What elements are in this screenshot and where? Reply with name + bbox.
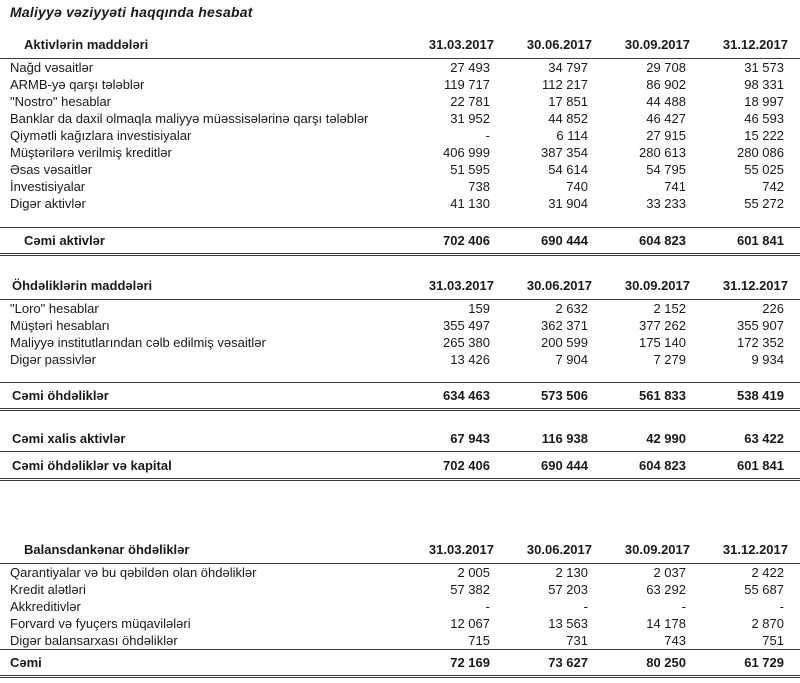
total-value: 42 990 bbox=[604, 425, 702, 452]
total-value: 604 823 bbox=[604, 227, 702, 254]
date-column-header: 30.09.2017 bbox=[604, 274, 702, 300]
total-value: 690 444 bbox=[506, 452, 604, 480]
total-value: 116 938 bbox=[506, 425, 604, 452]
assets-table bbox=[0, 33, 800, 256]
row-value: 22 781 bbox=[450, 94, 490, 109]
row-label: Digər passivlər bbox=[10, 351, 96, 367]
date-column-header: 30.06.2017 bbox=[506, 33, 604, 59]
row-value: 34 797 bbox=[548, 60, 588, 75]
row-label: Kredit alətləri bbox=[10, 582, 86, 597]
total-value: 73 627 bbox=[506, 650, 604, 677]
total-value: 538 419 bbox=[702, 383, 800, 410]
liabilities-and-capital-row bbox=[0, 452, 800, 480]
row-value: - bbox=[681, 599, 686, 614]
assets-header-row bbox=[0, 33, 800, 59]
net-assets-row bbox=[0, 425, 800, 452]
row-label: Qiymətli kağızlara investisiyalar bbox=[10, 128, 192, 143]
row-label: Qarantiyalar və bu qəbildən olan öhdəliklər bbox=[10, 565, 257, 580]
date-column-header: 31.03.2017 bbox=[408, 538, 506, 564]
row-value: 9 934 bbox=[751, 351, 784, 367]
row-value: - bbox=[485, 599, 490, 614]
row-value: 387 354 bbox=[541, 145, 588, 160]
table-row bbox=[0, 178, 800, 195]
offbalance-section-header: Balansdankənar öhdəliklər bbox=[0, 538, 408, 564]
assets-section-header: Aktivlərin maddələri bbox=[0, 33, 408, 59]
row-value: 98 331 bbox=[744, 77, 784, 92]
offbalance-total-row bbox=[0, 650, 800, 677]
total-value: 601 841 bbox=[702, 452, 800, 480]
table-row bbox=[0, 110, 800, 127]
row-value: 406 999 bbox=[443, 145, 490, 160]
date-column-header: 30.06.2017 bbox=[506, 274, 604, 300]
row-value: 44 488 bbox=[646, 94, 686, 109]
row-value: 112 217 bbox=[541, 77, 588, 92]
total-value: 63 422 bbox=[702, 425, 800, 452]
row-value: 27 493 bbox=[450, 60, 490, 75]
date-column-header: 31.03.2017 bbox=[408, 33, 506, 59]
total-value: 61 729 bbox=[702, 650, 800, 677]
total-value: 573 506 bbox=[506, 383, 604, 410]
row-value: 2 422 bbox=[751, 565, 784, 580]
date-column-header: 31.12.2017 bbox=[702, 538, 800, 564]
row-value: 751 bbox=[762, 633, 784, 648]
total-value: 601 841 bbox=[702, 227, 800, 254]
liabilities-total-row bbox=[0, 383, 800, 410]
row-label: Əsas vəsaitlər bbox=[10, 162, 93, 177]
row-value: 86 902 bbox=[646, 77, 686, 92]
row-value: 362 371 bbox=[541, 317, 588, 333]
row-value: 46 427 bbox=[646, 111, 686, 126]
spacer-row bbox=[0, 368, 800, 383]
table-row bbox=[0, 127, 800, 144]
row-value: 31 573 bbox=[744, 60, 784, 75]
table-row bbox=[0, 76, 800, 93]
table-row bbox=[0, 317, 800, 334]
table-row bbox=[0, 144, 800, 161]
date-column-header: 31.12.2017 bbox=[702, 274, 800, 300]
row-value: 55 025 bbox=[744, 162, 784, 177]
row-value: 2 130 bbox=[555, 565, 588, 580]
row-value: 55 272 bbox=[744, 196, 784, 211]
table-row bbox=[0, 195, 800, 212]
offbalance-table bbox=[0, 538, 800, 678]
row-value: 2 005 bbox=[457, 565, 490, 580]
offbalance-rows bbox=[0, 564, 800, 650]
row-label: ARMB-yə qarşı tələblər bbox=[10, 77, 145, 92]
total-value: 690 444 bbox=[506, 227, 604, 254]
total-label: Cəmi bbox=[0, 650, 408, 677]
table-row bbox=[0, 351, 800, 368]
row-value: 29 708 bbox=[646, 60, 686, 75]
row-value: 119 717 bbox=[443, 77, 490, 92]
table-row bbox=[0, 598, 800, 615]
row-value: - bbox=[583, 599, 588, 614]
row-label: Maliyyə institutlarından cəlb edilmiş vəsaitlər bbox=[10, 334, 266, 350]
total-value: 561 833 bbox=[604, 383, 702, 410]
row-value: 200 599 bbox=[541, 334, 588, 350]
row-label: Müştəri hesabları bbox=[10, 317, 110, 333]
row-value: 172 352 bbox=[737, 334, 784, 350]
total-label: Cəmi öhdəliklər bbox=[0, 383, 408, 410]
liabilities-section-header: Öhdəliklərin maddələri bbox=[0, 274, 408, 300]
row-value: 46 593 bbox=[744, 111, 784, 126]
table-row bbox=[0, 334, 800, 351]
row-value: 742 bbox=[762, 179, 784, 194]
assets-total-group bbox=[0, 212, 800, 254]
row-label: Müştərilərə verilmiş kreditlər bbox=[10, 145, 172, 160]
report-title: Maliyyə vəziyyəti haqqında hesabat bbox=[10, 4, 253, 20]
row-value: 2 870 bbox=[751, 616, 784, 631]
total-value: 634 463 bbox=[408, 383, 506, 410]
total-value: 67 943 bbox=[408, 425, 506, 452]
total-value: 604 823 bbox=[604, 452, 702, 480]
total-label: Cəmi aktivlər bbox=[0, 227, 408, 254]
row-value: 51 595 bbox=[450, 162, 490, 177]
total-label: Cəmi xalis aktivlər bbox=[0, 425, 408, 452]
assets-rows bbox=[0, 59, 800, 213]
row-label: İnvestisiyalar bbox=[10, 179, 86, 194]
row-value: - bbox=[779, 599, 784, 614]
row-value: 280 613 bbox=[639, 145, 686, 160]
row-value: 54 614 bbox=[548, 162, 588, 177]
row-value: 377 262 bbox=[639, 317, 686, 333]
offbalance-header-row bbox=[0, 538, 800, 564]
row-value: 57 203 bbox=[548, 582, 588, 597]
row-value: 18 997 bbox=[744, 94, 784, 109]
table-row bbox=[0, 161, 800, 178]
table-row bbox=[0, 615, 800, 632]
row-value: 31 952 bbox=[450, 111, 490, 126]
row-value: 14 178 bbox=[646, 616, 686, 631]
table-row bbox=[0, 299, 800, 317]
row-value: 7 279 bbox=[653, 351, 686, 367]
equity-summary-table bbox=[0, 425, 800, 481]
row-label: Akkreditivlər bbox=[10, 599, 81, 614]
date-column-header: 31.12.2017 bbox=[702, 33, 800, 59]
row-value: 743 bbox=[664, 633, 686, 648]
row-label: Banklar da daxil olmaqla maliyyə müəssisələrinə qarşı tələblər bbox=[10, 111, 369, 126]
assets-total-row bbox=[0, 227, 800, 254]
date-column-header: 31.03.2017 bbox=[408, 274, 506, 300]
row-value: 15 222 bbox=[744, 128, 784, 143]
row-value: 715 bbox=[468, 633, 490, 648]
liabilities-rows bbox=[0, 299, 800, 368]
row-value: 2 152 bbox=[653, 300, 686, 316]
row-value: 41 130 bbox=[450, 196, 490, 211]
row-value: 31 904 bbox=[548, 196, 588, 211]
total-value: 702 406 bbox=[408, 227, 506, 254]
liabilities-total-group bbox=[0, 368, 800, 410]
row-label: "Loro" hesablar bbox=[10, 300, 99, 316]
row-label: Digər balansarxası öhdəliklər bbox=[10, 633, 178, 648]
row-value: 55 687 bbox=[744, 582, 784, 597]
total-label: Cəmi öhdəliklər və kapital bbox=[0, 452, 408, 480]
row-value: 265 380 bbox=[443, 334, 490, 350]
total-value: 702 406 bbox=[408, 452, 506, 480]
table-row bbox=[0, 59, 800, 77]
row-value: 738 bbox=[468, 179, 490, 194]
row-value: 175 140 bbox=[639, 334, 686, 350]
row-value: 2 037 bbox=[653, 565, 686, 580]
spacer-row bbox=[0, 212, 800, 227]
row-value: 226 bbox=[762, 300, 784, 316]
row-value: 731 bbox=[566, 633, 588, 648]
liabilities-table bbox=[0, 274, 800, 412]
row-value: 280 086 bbox=[737, 145, 784, 160]
row-value: 33 233 bbox=[646, 196, 686, 211]
row-value: 741 bbox=[664, 179, 686, 194]
row-value: 7 904 bbox=[555, 351, 588, 367]
row-value: 17 851 bbox=[548, 94, 588, 109]
row-value: 2 632 bbox=[555, 300, 588, 316]
row-value: 6 114 bbox=[556, 128, 588, 143]
row-value: 63 292 bbox=[646, 582, 686, 597]
total-value: 72 169 bbox=[408, 650, 506, 677]
row-value: 159 bbox=[468, 300, 490, 316]
date-column-header: 30.09.2017 bbox=[604, 538, 702, 564]
row-value: 355 907 bbox=[737, 317, 784, 333]
row-label: Nağd vəsaitlər bbox=[10, 60, 94, 75]
row-value: 355 497 bbox=[443, 317, 490, 333]
row-value: 13 563 bbox=[548, 616, 588, 631]
row-label: "Nostro" hesablar bbox=[10, 94, 111, 109]
row-label: Forvard və fyuçers müqavilələri bbox=[10, 616, 191, 631]
row-value: 27 915 bbox=[646, 128, 686, 143]
row-value: 44 852 bbox=[548, 111, 588, 126]
row-value: - bbox=[485, 128, 490, 143]
row-value: 54 795 bbox=[646, 162, 686, 177]
row-value: 740 bbox=[566, 179, 588, 194]
date-column-header: 30.09.2017 bbox=[604, 33, 702, 59]
table-row bbox=[0, 581, 800, 598]
row-value: 57 382 bbox=[450, 582, 490, 597]
table-row bbox=[0, 93, 800, 110]
row-label: Digər aktivlər bbox=[10, 196, 86, 211]
row-value: 12 067 bbox=[450, 616, 490, 631]
total-value: 80 250 bbox=[604, 650, 702, 677]
table-row bbox=[0, 632, 800, 650]
row-value: 13 426 bbox=[450, 351, 490, 367]
table-row bbox=[0, 564, 800, 582]
date-column-header: 30.06.2017 bbox=[506, 538, 604, 564]
offbalance-total-group bbox=[0, 650, 800, 677]
liabilities-header-row bbox=[0, 274, 800, 300]
